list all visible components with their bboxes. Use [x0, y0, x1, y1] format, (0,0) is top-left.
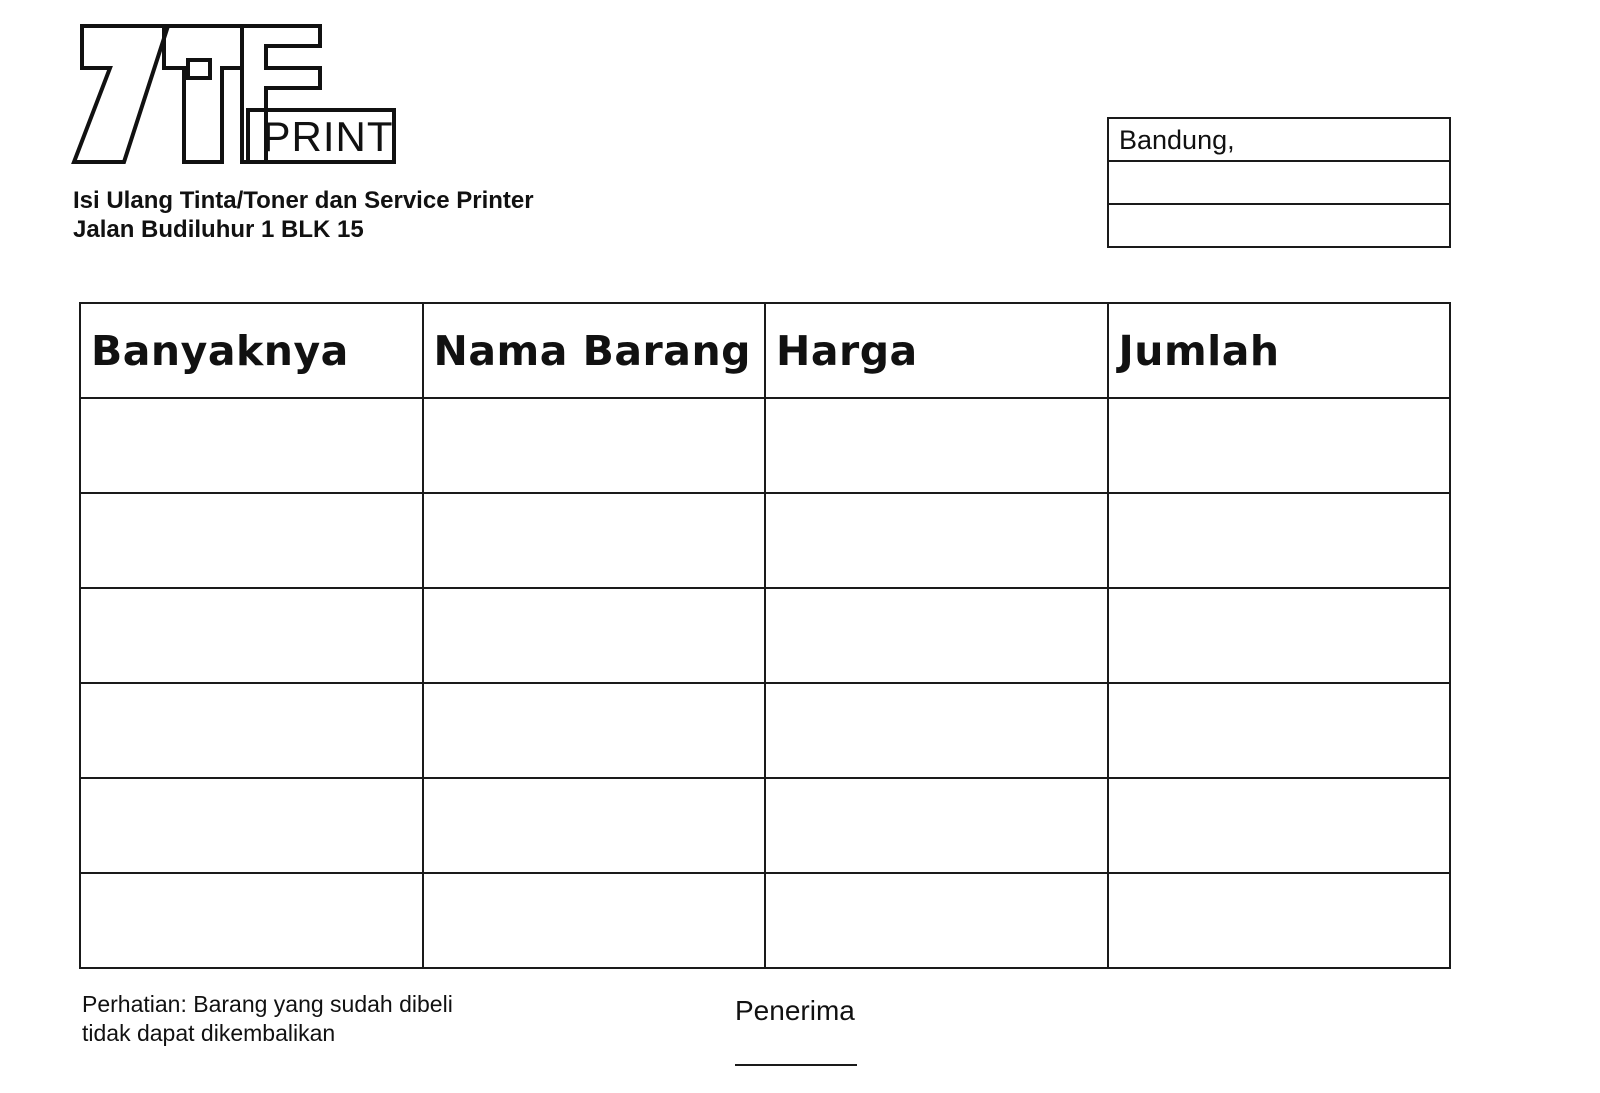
table-cell[interactable] — [423, 398, 766, 493]
note-line: tidak dapat dikembalikan — [82, 1020, 336, 1046]
items-table — [79, 302, 1451, 969]
date-row-blank[interactable] — [1109, 162, 1449, 205]
table-cell[interactable] — [765, 398, 1108, 493]
table-row — [80, 398, 1450, 493]
table-cell[interactable] — [1108, 683, 1451, 778]
table-cell[interactable] — [80, 778, 423, 873]
table-cell[interactable] — [80, 873, 423, 968]
table-row — [80, 778, 1450, 873]
column-header-item-name: Nama Barang — [423, 303, 766, 398]
receiver-label: Penerima — [735, 995, 855, 1026]
table-cell[interactable] — [80, 588, 423, 683]
column-header-price: Harga — [765, 303, 1108, 398]
table-cell[interactable] — [1108, 873, 1451, 968]
city-label: Bandung, — [1119, 125, 1235, 155]
date-row-blank[interactable] — [1109, 205, 1449, 248]
table-cell[interactable] — [1108, 778, 1451, 873]
table-cell[interactable] — [1108, 493, 1451, 588]
table-cell[interactable] — [765, 683, 1108, 778]
table-row — [80, 588, 1450, 683]
logo-print-text: PRINT — [262, 113, 394, 160]
table-cell[interactable] — [765, 873, 1108, 968]
table-cell[interactable] — [765, 778, 1108, 873]
tagline-address: Jalan Budiluhur 1 BLK 15 — [73, 216, 364, 243]
tagline-services: Isi Ulang Tinta/Toner dan Service Printer — [73, 187, 534, 214]
receiver-signature-line[interactable] — [735, 1064, 857, 1066]
table-header-row — [80, 303, 1450, 398]
table-cell[interactable] — [80, 683, 423, 778]
table-row — [80, 683, 1450, 778]
table-cell[interactable] — [1108, 588, 1451, 683]
company-tagline — [73, 186, 534, 244]
table-cell[interactable] — [423, 683, 766, 778]
table-cell[interactable] — [80, 493, 423, 588]
column-header-quantity: Banyaknya — [80, 303, 423, 398]
date-row-city[interactable] — [1109, 119, 1449, 162]
table-cell[interactable] — [80, 398, 423, 493]
table-row — [80, 873, 1450, 968]
table-cell[interactable] — [423, 588, 766, 683]
return-policy-note — [82, 990, 453, 1048]
table-cell[interactable] — [1108, 398, 1451, 493]
table-cell[interactable] — [423, 778, 766, 873]
column-header-total: Jumlah — [1108, 303, 1451, 398]
note-line: Perhatian: Barang yang sudah dibeli — [82, 991, 453, 1017]
table-cell[interactable] — [423, 873, 766, 968]
table-cell[interactable] — [765, 493, 1108, 588]
table-cell[interactable] — [423, 493, 766, 588]
table-row — [80, 493, 1450, 588]
date-box — [1107, 117, 1451, 248]
table-cell[interactable] — [765, 588, 1108, 683]
